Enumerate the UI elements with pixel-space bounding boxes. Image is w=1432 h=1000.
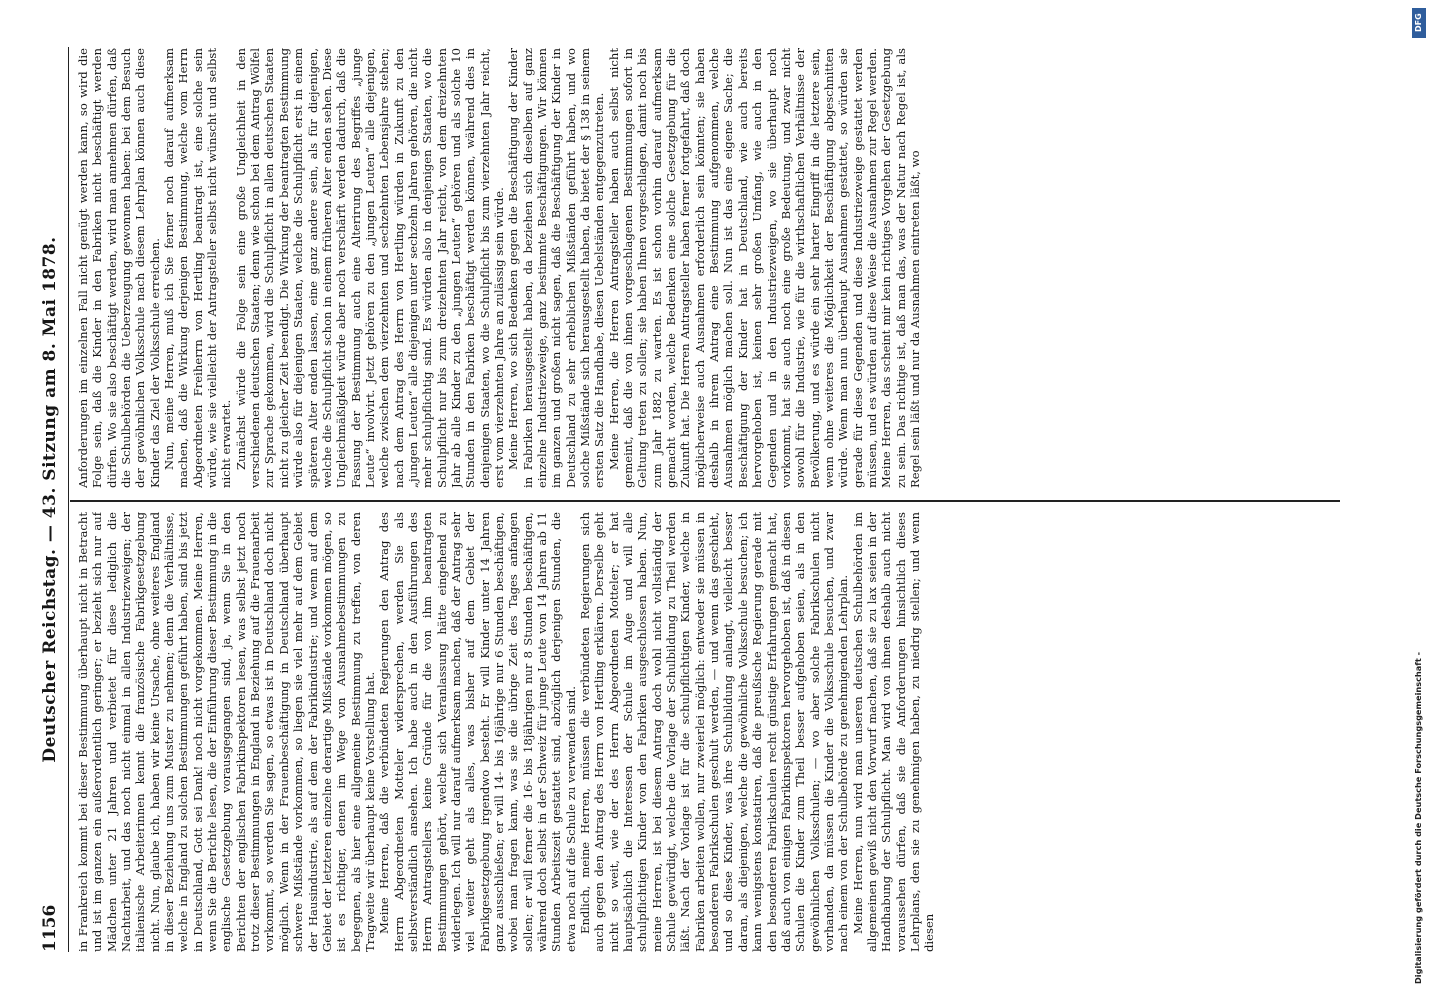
right-paragraph-2: Nun, meine Herren, muß ich Sie ferner noch darauf aufmerksam machen, daß die Wirkung derjenigen Bestimmung, welche vom Herrn Abgeordneten Freiherrn von Hertling beantragt ist, eine solche sein würde, wie sie vielleicht der Antragsteller selbst nicht wünscht und selbst nicht erwartet. [162, 48, 234, 488]
left-paragraph-4: Meine Herren, nun wird man unseren deutschen Schulbehörden im allgemeinen gewiß nicht den Vorwurf machen, daß sie zu lax seien in der Handhabung der Schulpflicht. Man wird von ihnen deshalb auch nicht voraussehen dürfen, daß sie die Anforderungen hinsichtlich dieses Lehrplans, den sie zu genehmigen haben, zu niedrig stellen; und wenn diesen [850, 512, 937, 952]
left-paragraph-1: in Frankreich kommt bei dieser Bestimmung überhaupt nicht in Betracht und ist im ganzen ein außerordentlich geringer; er bezieht sich nur auf Mädchen unter 21 Jahren und verbietet für diese lediglich die Nachtarbeit, und das noch nicht einmal in allen Industriezweigen; der italienische Arbeiterinnen kennt die französische Fabrikgesetzgebung nicht. Nun, glaube ich, haben wir keine Ursache, ohne weiteres England in dieser Beziehung uns zum Muster zu nehmen; denn die Verhältnisse, welche in England zu solchen Bestimmungen geführt haben, sind bis jetzt in Deutschland, Gott sei Dank! noch nicht vorgekommen. Meine Herren, wenn Sie die Berichte lesen, die der Einführung dieser Bestimmung in die englische Gesetzgebung vorausgegangen sind, ja, wenn Sie in den Berichten der englischen Fabrikinspektoren lesen, was selbst jetzt noch trotz dieser Bestimmungen in England in Beziehung auf die Frauenarbeit vorkommt, so werden Sie sagen, so etwas ist in Deutschland doch nicht möglich. Wenn in der Frauenbeschäftigung in Deutschland überhaupt schwere Mißstände vorkommen, so liegen sie viel mehr auf dem Gebiet der Hausindustrie, als auf dem der Fabrikindustrie; und wenn auf dem Gebiet der letzteren einzelne derartige Mißstände vorkommen mögen, so ist es richtiger, denen im Wege von Ausnahmebestimmungen zu begegnen, als hier eine allgemeine Bestimmung zu treffen, von deren Tragweite wir überhaupt keine Vorstellung hat. [76, 512, 377, 952]
left-paragraph-2: Meine Herren, daß die verbündeten Regierungen den Antrag des Herrn Abgeordneten Motteler widersprechen, werden Sie als selbstverständlich ansehen. Ich habe auch in den Ausführungen des Herrn Antragstellers keine Gründe für die von ihm beantragten Bestimmungen gehört, welche sich Veranlassung hätte eingehend zu widerlegen. Ich will nur darauf aufmerksam machen, daß der Antrag sehr viel weiter geht als alles, was bisher auf dem Gebiet der Fabrikgesetzgebung irgendwo besteht. Er will Kinder unter 14 Jahren ganz ausschließen; er will 14- bis 16jährige nur 6 Stunden beschäftigen, wobei man fragen kann, was sie die übrige Zeit des Tages anfangen sollen; er will ferner die 16- bis 18jährigen nur 8 Stunden beschäftigen, während doch selbst in der Schweiz für junge Leute von 14 Jahren ab 11 Stunden Arbeitszeit gestattet sind, abzüglich derjenigen Stunden, die etwa noch auf die Schule zu verwenden sind. [377, 512, 578, 952]
running-title: Deutscher Reichstag. — 43. Sitzung am 8. Mai 1878. [40, 236, 60, 763]
right-paragraph-5: Meine Herren, die Herren Antragsteller haben auch selbst nicht gemeint, daß die von ihnen vorgeschlagenen Bestimmungen sofort in Geltung treten zu sollen; sie haben Ihnen vorgeschlagen, damit noch bis zum Jahr 1882 zu warten. Es ist schon vorhin darauf aufmerksam gemacht worden, welche Bedenken eine solche Gesetzgebung für die Zukunft hat. Die Herren Antragsteller haben ferner fortgefahrt, daß doch möglicherweise auch Ausnahmen erforderlich sein könnten; sie haben deshalb in ihrem Antrag eine Bestimmung aufgenommen, welche Ausnahmen möglich machen soll. Nun ist das eine eigene Sache; die Beschäftigung der Kinder hat in Deutschland, wie auch bereits hervorgehoben ist, keinen sehr großen Umfang, wie auch in den Gegenden und in den Industriezweigen, wo sie überhaupt noch vorkommt, hat sie auch noch eine große Bedeutung, und zwar nicht sowohl für die Industrie, wie für die wirthschaftlichen Verhältnisse der Bevölkerung, und es würde ein sehr harter Eingriff in die letztere sein, wenn ohne weiteres die Möglichkeit der Beschäftigung abgeschnitten würde. Wenn man nun überhaupt Ausnahmen gestattet, so würden sie gerade für diese Gegenden und diese Industriezweige gestattet werden müssen, und es würden auf diese Weise die Ausnahmen zur Regel werden. Meine Herren, das scheint mir kein richtiges Vorgehen der Gesetzgebung zu sein. Das richtige ist, daß man das, was der Natur nach Regel ist, als Regel sein läßt und nur da Ausnahmen eintreten läßt, wo [606, 48, 922, 488]
page-number: 1156 [40, 904, 60, 952]
right-column [76, 48, 1341, 488]
digitization-credit: Digitalisierung gefördert durch die Deutsche Forschungsgemeinschaft - [1413, 651, 1423, 984]
right-paragraph-3: Zunächst würde die Folge sein eine große Ungleichheit in den verschiedenen deutschen Staaten; denn wie schon bei dem Antrag Wölfel zur Sprache gekommen, wird die Schulpflicht in allen deutschen Staaten nicht zu gleicher Zeit beendigt. Die Wirkung der beantragten Bestimmung würde also für diejenigen Staaten, welche die Schulpflicht erst in einem späteren Alter enden lassen, eine ganz andere sein, als für diejenigen, welche die Schulpflicht schon in einem früheren Alter enden sehen. Diese Ungleichmäßigkeit würde aber noch verschärft werden dadurch, daß die Fassung der Bestimmung auch eine Alterirung des Begriffes „junge Leute“ involvirt. Jetzt gehören zu den „jungen Leuten“ alle diejenigen, welche zwischen dem vierzehnten und sechzehnten Lebensjahre stehen; nach dem Antrag des Herrn von Hertling würden in Zukunft zu den „jungen Leuten“ alle diejenigen unter sechzehn Jahren gehören, die nicht mehr schulpflichtig sind. Es würden also in denjenigen Staaten, wo die Schulpflicht nur bis zum dreizehnten Jahr reicht, von dem dreizehnten Jahr ab alle Kinder zu den „jungen Leuten“ gehören und als solche 10 Stunden in den Fabriken beschäftigt werden können, während dies in denjenigen Staaten, wo die Schulpflicht bis zum vierzehnten Jahr reicht, erst vom vierzehnten Jahre an zulässig sein würde. [233, 48, 506, 488]
left-column [76, 512, 1341, 952]
right-paragraph-1: Anforderungen im einzelnen Fall nicht genügt werden kann, so wird die Folge sein, daß die Kinder in den Fabriken nicht beschäftigt werden dürfen. Wo sie also beschäftigt werden, wird man annehmen dürfen, daß die Schulbehörden die Ueberzeugung gewonnen haben: bei dem Besuch der gewöhnlichen Volksschule nach diesem Lehrplan können auch diese Kinder das Ziel der Volksschule erreichen. [76, 48, 162, 488]
page-header [40, 47, 66, 952]
dfg-logo: DFG [1412, 8, 1426, 38]
column-divider [70, 500, 1340, 502]
right-paragraph-4: Meine Herren, wo sich Bedenken gegen die Beschäftigung der Kinder in Fabriken herausgestellt haben, da beziehen sich dieselben auf ganz einzelne Industriezweige, ganz bestimmte Beschäftigungen. Wir können im ganzen und großen nicht sagen, daß die Beschäftigung der Kinder in Deutschland zu sehr erheblichen Mißständen geführt haben, und wo solche Mißstände sich herausgestellt haben, da bietet der § 138 in seinem ersten Satz die Handhabe, diesen Uebelständen entgegenzutreten. [506, 48, 607, 488]
left-paragraph-3: Endlich, meine Herren, müssen die verbündeten Regierungen sich auch gegen den Antrag des Herrn von Hertling erklären. Derselbe geht nicht so weit, wie der des Herrn Abgeordneten Motteler; er hat hauptsächlich die Interessen der Schule im Auge und will alle schulpflichtigen Kinder von den Fabriken ausgeschlossen haben. Nun, meine Herren, ist bei diesem Antrag doch wohl nicht vollständig der Schule gewürdigt, welche die Vorlage der Schulbildung zu Theil werden läßt. Nach der Vorlage ist für die schulpflichtigen Kinder, welche in Fabriken arbeiten wollen, nur zweierlei möglich: entweder sie müssen in besonderen Fabrikschulen geschult werden, — und wenn das geschieht, und so diese Kinder, was ihre Schulbildung anlangt, vielleicht besser daran, als diejenigen, welche die gewöhnliche Volksschule besuchen; ich kann wenigstens konstatiren, daß die preußische Regierung gerade mit den besonderen Fabrikschulen recht günstige Erfahrungen gemacht hat, daß auch von einigen Fabrikinspektoren hervorgehoben ist, daß in diesen Schulen die Kinder zum Theil besser aufgehoben seien, als in den gewöhnlichen Volksschulen; — wo aber solche Fabrikschulen nicht vorhanden, da müssen die Kinder die Volksschule besuchen, und zwar nach einem von der Schulbehörde zu genehmigenden Lehrplan. [578, 512, 851, 952]
header-rule [68, 47, 69, 952]
